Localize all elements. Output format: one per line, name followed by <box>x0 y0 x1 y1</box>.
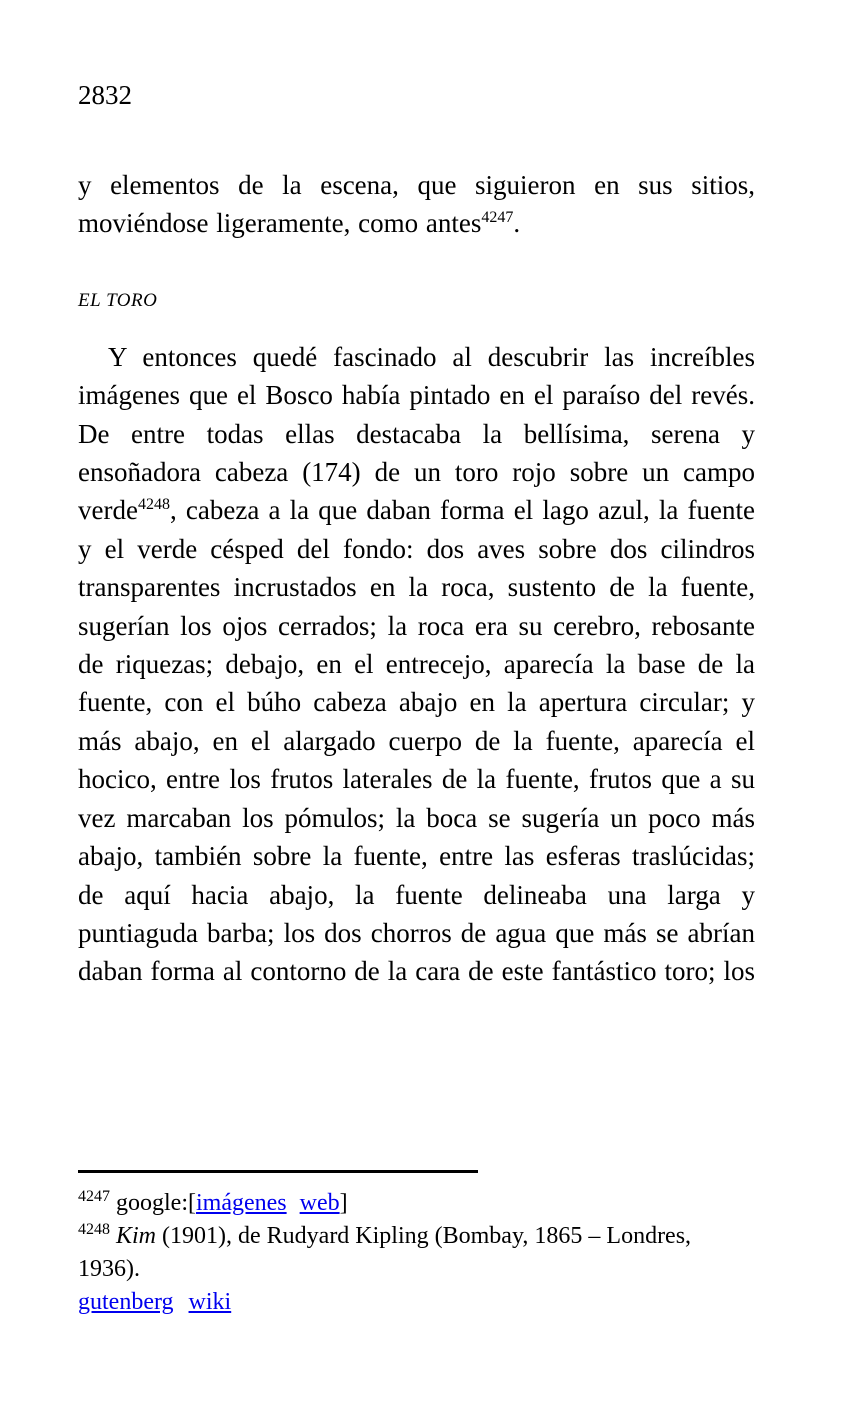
page-number: 2832 <box>78 80 132 110</box>
paragraph-main <box>78 338 755 991</box>
paragraph-text: Y entonces quedé fascinado al descubrir las increíbles imágenes que el Bosco había pintado en el paraíso del revés. De entre todas ellas destacaba la bellísima, serena y ensoñadora cabeza (174) de un toro rojo sobre un campo verde <box>78 341 755 526</box>
section-heading: EL TORO <box>78 289 158 311</box>
footnote-number: 4248 <box>78 1221 110 1238</box>
footnote-ref-4247[interactable]: 4247 <box>481 209 514 227</box>
footnote-number: 4247 <box>78 1188 110 1205</box>
footnotes-section <box>78 1170 755 1319</box>
link-imagenes[interactable]: imágenes <box>195 1190 287 1216</box>
footnote-4248 <box>78 1220 755 1286</box>
paragraph-text: y elementos de la escena, que siguieron en sus sitios, moviéndose ligeramente, como antes <box>78 170 755 239</box>
paragraph-continuation <box>78 166 755 243</box>
paragraph-text-end: . <box>513 208 521 239</box>
book-title: Kim <box>116 1223 157 1249</box>
link-web[interactable]: web <box>299 1190 340 1216</box>
link-wiki[interactable]: wiki <box>188 1289 232 1315</box>
link-gutenberg[interactable]: gutenberg <box>78 1289 174 1315</box>
footnote-text: (1901), de Rudyard Kipling (Bombay, 1865 – Londres, 1936). <box>78 1223 692 1282</box>
footnote-text: google:[ <box>116 1190 196 1216</box>
paragraph-text: , cabeza a la que daban forma el lago azul, la fuente y el verde césped del fondo: dos aves sobre dos cilindros transparentes incrustados en la roca, sustento de la fuente, sugerían los ojos cerrados; la roca era su cerebro, rebosante de riquezas; debajo, en el entrecejo, aparecía la base de la fuente, con el búho cabeza abajo en la apertura circular; y más abajo, en el alargado cuerpo de la fuente, aparecía el hocico, entre los frutos laterales de la fuente, frutos que a su vez marcaban los pómulos; la boca se sugería un poco más abajo, también sobre la fuente, entre las esferas traslúcidas; de aquí hacia abajo, la fuente delineaba una larga y puntiaguda barba; los dos chorros de agua que más se abrían daban forma al contorno de la cara de este fantástico toro; los <box>78 495 755 987</box>
footnote-ref-4248[interactable]: 4248 <box>137 496 170 514</box>
footnote-4247 <box>78 1187 755 1220</box>
footnote-text: ] <box>339 1190 348 1216</box>
footnote-links-row <box>78 1286 755 1319</box>
footnote-separator-rule <box>78 1170 478 1173</box>
